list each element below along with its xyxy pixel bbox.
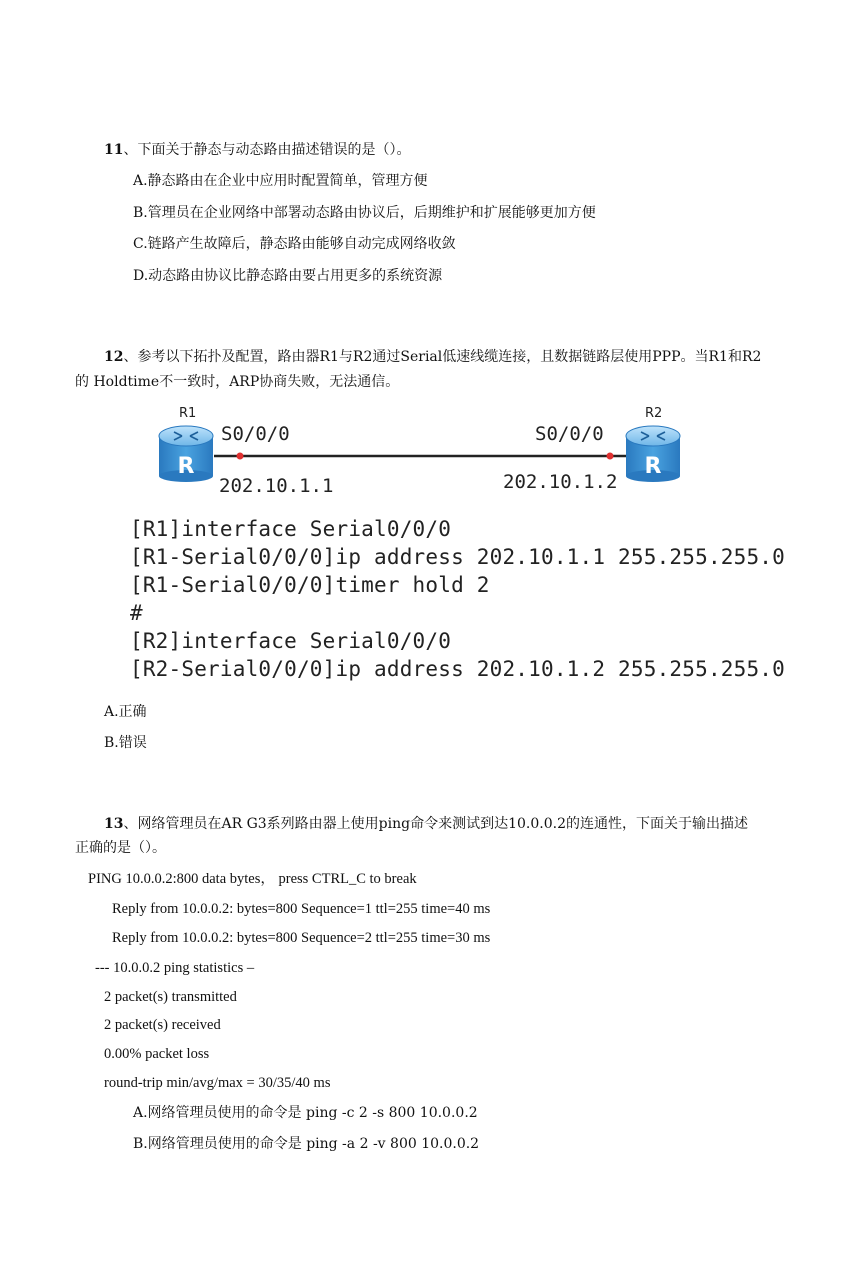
r2-name: R2 xyxy=(645,406,663,421)
q11-option-b: B.管理员在企业网络中部署动态路由协议后，后期维护和扩展能够更加方便 xyxy=(133,205,596,221)
q13-option-b: B.网络管理员使用的命令是 ping -a 2 -v 800 10.0.0.2 xyxy=(133,1136,480,1152)
ping-loss: 0.00% packet loss xyxy=(104,1046,210,1062)
r1-name: R1 xyxy=(179,406,197,421)
r2-port-dot xyxy=(607,453,614,460)
q12-title-line2: 的 Holdtime不一致时，ARP协商失败，无法通信。 xyxy=(75,374,400,390)
q11-number: 11 xyxy=(104,142,124,158)
ping-header: PING 10.0.0.2:800 data bytes， press CTRL_C to break xyxy=(88,871,417,887)
r1-router-icon xyxy=(159,426,213,482)
q12-title xyxy=(104,347,761,367)
config-line: # xyxy=(130,601,143,625)
ping-transmitted: 2 packet(s) transmitted xyxy=(104,989,237,1005)
ping-reply-2: Reply from 10.0.0.2: bytes=800 Sequence=2 ttl=255 time=30 ms xyxy=(112,930,491,946)
svg-text:R: R xyxy=(644,454,662,479)
config-line: [R2-Serial0/0/0]ip address 202.10.1.2 255.255.255.0 xyxy=(130,657,785,681)
q13-option-a: A.网络管理员使用的命令是 ping -c 2 -s 800 10.0.0.2 xyxy=(133,1105,478,1121)
q13-question-line1: 、网络管理员在AR G3系列路由器上使用ping命令来测试到达10.0.0.2的连通性，下面关于输出描述 xyxy=(123,816,748,832)
r1-interface: S0/0/0 xyxy=(221,423,290,445)
r2-ip: 202.10.1.2 xyxy=(503,471,618,493)
ping-stats-header: --- 10.0.0.2 ping statistics – xyxy=(95,960,255,976)
q11-option-a: A.静态路由在企业中应用时配置简单，管理方便 xyxy=(133,173,428,189)
config-line: [R1]interface Serial0/0/0 xyxy=(130,517,452,541)
ping-reply-1: Reply from 10.0.0.2: bytes=800 Sequence=1 ttl=255 time=40 ms xyxy=(112,901,491,917)
q12-option-a: A.正确 xyxy=(104,704,147,720)
q11-title xyxy=(104,140,410,160)
q13-number: 13 xyxy=(104,816,124,832)
config-line: [R1-Serial0/0/0]timer hold 2 xyxy=(130,573,490,597)
q12-question-line1: 、参考以下拓扑及配置，路由器R1与R2通过Serial低速线缆连接，且数据链路层使用PPP。当R1和R2 xyxy=(123,349,762,365)
ping-received: 2 packet(s) received xyxy=(104,1017,221,1033)
r1-port-dot xyxy=(237,453,244,460)
r1-ip: 202.10.1.1 xyxy=(219,475,334,497)
q12-number: 12 xyxy=(104,349,124,365)
r2-interface: S0/0/0 xyxy=(535,423,604,445)
q12-option-b: B.错误 xyxy=(104,735,147,751)
ping-rtt: round-trip min/avg/max = 30/35/40 ms xyxy=(104,1075,331,1091)
q11-question: 、下面关于静态与动态路由描述错误的是（）。 xyxy=(123,142,411,158)
q11-option-d: D.动态路由协议比静态路由要占用更多的系统资源 xyxy=(133,268,443,284)
config-line: [R2]interface Serial0/0/0 xyxy=(130,629,452,653)
r2-router-icon xyxy=(626,426,680,482)
config-line: [R1-Serial0/0/0]ip address 202.10.1.1 255.255.255.0 xyxy=(130,545,785,569)
svg-text:R: R xyxy=(177,454,195,479)
q11-option-c: C.链路产生故障后，静态路由能够自动完成网络收敛 xyxy=(133,236,456,252)
q13-title xyxy=(104,814,748,834)
topology-graphic xyxy=(0,418,868,498)
q13-title-line2: 正确的是（）。 xyxy=(75,840,166,856)
